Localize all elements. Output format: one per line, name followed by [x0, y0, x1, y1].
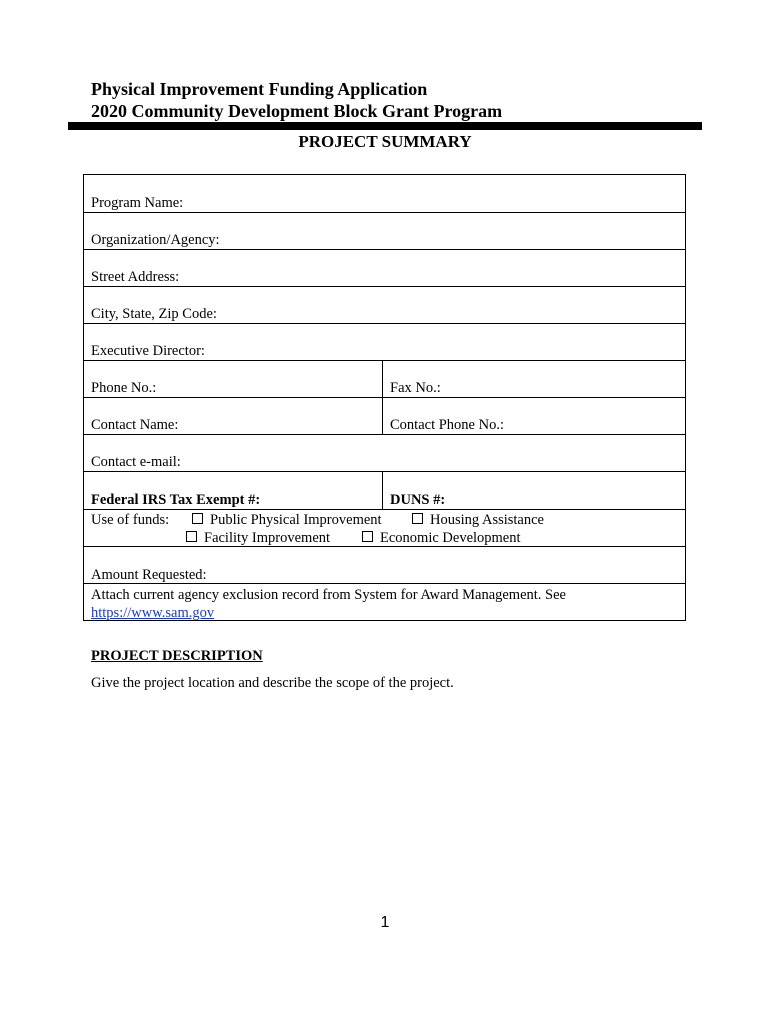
- checkbox-icon[interactable]: [192, 513, 203, 524]
- funds-option-label: Economic Development: [380, 530, 521, 546]
- funds-option-label: Housing Assistance: [430, 512, 544, 528]
- row-divider: [84, 397, 685, 398]
- checkbox-icon[interactable]: [362, 531, 373, 542]
- funds-option-economic-development[interactable]: [362, 530, 521, 547]
- duns-field[interactable]: DUNS #:: [390, 492, 446, 508]
- exclusion-instruction: Attach current agency exclusion record from System for Award Management. See: [91, 587, 566, 603]
- row-divider: [84, 360, 685, 361]
- checkbox-icon[interactable]: [412, 513, 423, 524]
- funds-option-label: Facility Improvement: [204, 530, 331, 546]
- funds-option-public-physical-improvement[interactable]: [192, 512, 382, 529]
- row-divider: [84, 509, 685, 510]
- column-divider: [382, 360, 383, 434]
- program-name-field[interactable]: Program Name:: [91, 195, 184, 211]
- project-description-instruction: Give the project location and describe the scope of the project.: [91, 675, 454, 691]
- contact-name-field[interactable]: Contact Name:: [91, 417, 179, 433]
- funds-option-housing-assistance[interactable]: [412, 512, 544, 529]
- funds-option-label: Public Physical Improvement: [210, 512, 382, 528]
- amount-requested-field[interactable]: Amount Requested:: [91, 567, 207, 583]
- project-summary-form: [83, 174, 686, 621]
- phone-field[interactable]: Phone No.:: [91, 380, 157, 396]
- header-divider: [68, 122, 702, 130]
- fax-field[interactable]: Fax No.:: [390, 380, 441, 396]
- section-heading-project-summary: PROJECT SUMMARY: [298, 132, 472, 151]
- row-divider: [84, 323, 685, 324]
- use-of-funds-label: Use of funds:: [91, 512, 170, 528]
- street-address-field[interactable]: Street Address:: [91, 269, 180, 285]
- title-line-2: 2020 Community Development Block Grant Program: [91, 101, 503, 121]
- row-divider: [84, 286, 685, 287]
- contact-email-field[interactable]: Contact e-mail:: [91, 454, 181, 470]
- column-divider: [382, 471, 383, 509]
- contact-phone-field[interactable]: Contact Phone No.:: [390, 417, 504, 433]
- executive-director-field[interactable]: Executive Director:: [91, 343, 205, 359]
- row-divider: [84, 434, 685, 435]
- funds-option-facility-improvement[interactable]: [186, 530, 330, 547]
- row-divider: [84, 212, 685, 213]
- row-divider: [84, 471, 685, 472]
- city-state-zip-field[interactable]: City, State, Zip Code:: [91, 306, 217, 322]
- title-line-1: Physical Improvement Funding Application: [91, 79, 428, 99]
- row-divider: [84, 249, 685, 250]
- irs-tax-exempt-field[interactable]: Federal IRS Tax Exempt #:: [91, 492, 261, 508]
- organization-field[interactable]: Organization/Agency:: [91, 232, 220, 248]
- sam-gov-link[interactable]: https://www.sam.gov: [91, 605, 215, 621]
- checkbox-icon[interactable]: [186, 531, 197, 542]
- page-number: 1: [380, 914, 390, 931]
- project-description-heading: PROJECT DESCRIPTION: [91, 648, 263, 664]
